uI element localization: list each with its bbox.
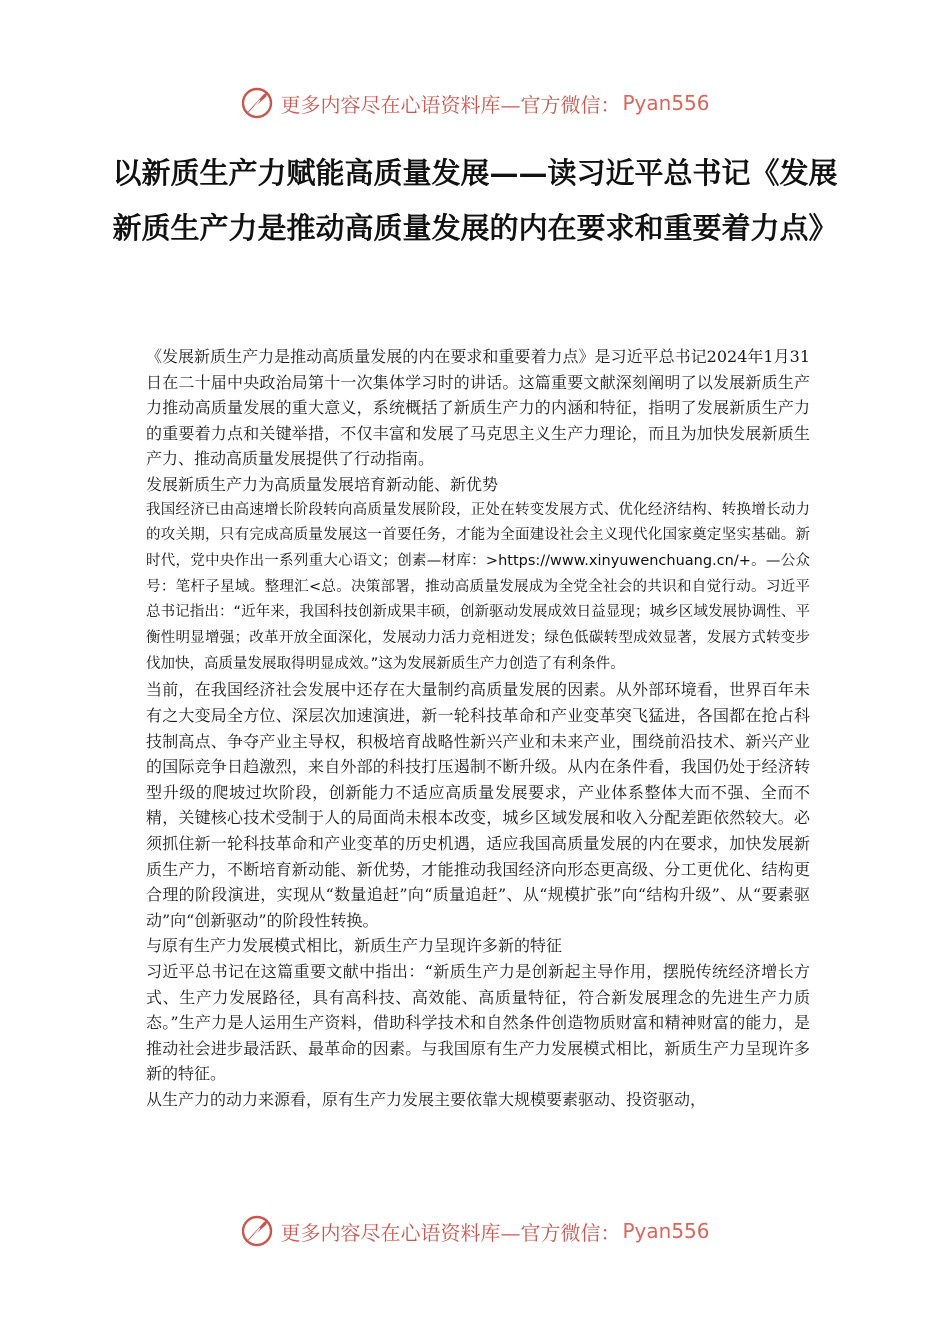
paragraph-current-factors: 当前，在我国经济社会发展中还存在大量制约高质量发展的因素。从外部环境看，世界百年未有之大变局全方位、深层次加速演进，新一轮科技革命和产业变革突飞猛进，各国都在抢占科技制高点、争夺产业主导权，积极培育战略性新兴产业和未来产业，围绕前沿技术、新兴产业的国际竞争日趋激烈，来自外部的科技打压遏制不断升级。从内在条件看，我国仍处于经济转型升级的爬坡过坎阶段，创新能力不适应高质量发展要求，产业体系整体大而不强、全而不精，关键核心技术受制于人的局面尚未根本改变，城乡区域发展和收入分配差距依然较大。必须抓住新一轮科技革命和产业变革的历史机遇，适应我国高质量发展的内在要求，加快发展新质生产力，不断培育新动能、新优势，才能推动我国经济向形态更高级、分工更优化、结构更合理的阶段演进，实现从“数量追赶”向“质量追赶”、从“规模扩张”向“结构升级”、从“要素驱动”向“创新驱动”的阶段性转换。 bbox=[146, 680, 810, 930]
section-heading-2: 与原有生产力发展模式相比，新质生产力呈现许多新的特征 bbox=[146, 936, 563, 956]
quill-pen-logo-icon bbox=[240, 1214, 274, 1248]
section-heading-1: 发展新质生产力为高质量发展培育新动能、新优势 bbox=[146, 474, 499, 494]
intro-paragraph: 《发展新质生产力是推动高质量发展的内在要求和重要着力点》是习近平总书记2024年1月31日在二十届中央政治局第十一次集体学习时的讲话。这篇重要文献深刻阐明了以发展新质生产力推动高质量发展的重大意义，系统概括了新质生产力的内涵和特征，指明了发展新质生产力的重要着力点和关键举措，不仅丰富和发展了马克思主义生产力理论，而且为加快发展新质生产力、推动高质量发展提供了行动指南。 bbox=[146, 347, 810, 469]
paragraph-economy-stage: 我国经济已由高速增长阶段转向高质量发展阶段，正处在转变发展方式、优化经济结构、转换增长动力的攻关期，只有完成高质量发展这一首要任务，才能为全面建设社会主义现代化国家奠定坚实基础。新时代，党中央作出一系列重大心语文；创素—材库：>https://www.xinyuwenchuang.cn/+。—公众号：笔杆子星域。整理汇<总。决策部署，推动高质量发展成为全党全社会的共识和自觉行动。习近平总书记指出：“近年来，我国科技创新成果丰硕，创新驱动发展成效日益显现；城乡区域发展协调性、平衡性明显增强；改革开放全面深化，发展动力活力竞相迸发；绿色低碳转型成效显著，发展方式转变步伐加快，高质量发展取得明显成效。”这为发展新质生产力创造了有利条件。 bbox=[146, 501, 810, 672]
document-body bbox=[146, 344, 810, 1113]
banner-wechat-id: Pyan556 bbox=[622, 1219, 710, 1243]
header-watermark-banner bbox=[0, 83, 950, 123]
paragraph-power-source: 从生产力的动力来源看，原有生产力发展主要依靠大规模要素驱动、投资驱动， bbox=[146, 1089, 707, 1109]
paragraph-new-features: 习近平总书记在这篇重要文献中指出：“新质生产力是创新起主导作用，摆脱传统经济增长方式、生产力发展路径，具有高科技、高效能、高质量特征，符合新发展理念的先进生产力质态。”生产力是人运用生产资料，借助科学技术和自然条件创造物质财富和精神财富的能力，是推动社会进步最活跃、最革命的因素。与我国原有生产力发展模式相比，新质生产力呈现许多新的特征。 bbox=[146, 962, 810, 1084]
quill-pen-logo-icon bbox=[240, 86, 274, 120]
banner-text: 更多内容尽在心语资料库—官方微信： bbox=[280, 92, 621, 117]
footer-watermark-banner bbox=[0, 1211, 950, 1251]
banner-wechat-id: Pyan556 bbox=[622, 91, 710, 115]
document-title: 以新质生产力赋能高质量发展——读习近平总书记《发展新质生产力是推动高质量发展的内在要求和重要着力点》 bbox=[112, 156, 838, 245]
banner-text: 更多内容尽在心语资料库—官方微信： bbox=[280, 1220, 621, 1245]
